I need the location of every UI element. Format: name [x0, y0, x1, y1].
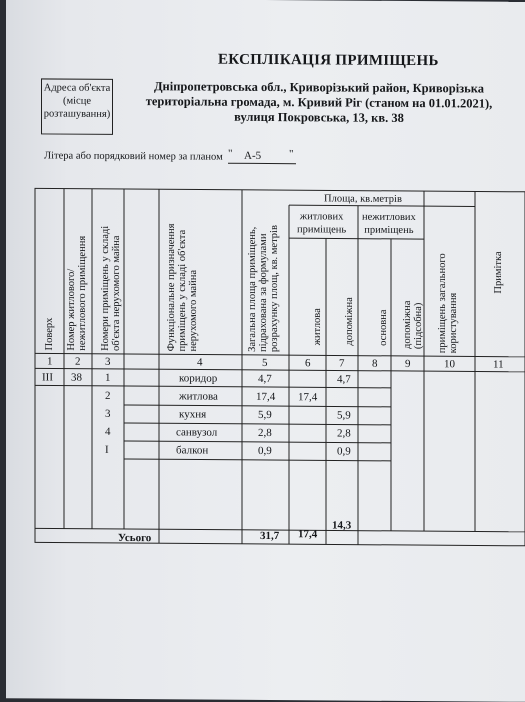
cell-purpose: житлова [179, 390, 218, 403]
header-line: підрахована за формулами [258, 233, 269, 353]
header-floor: Поверх [44, 317, 55, 351]
address-line: Дніпропетровська обл., Криворізький район, Криворізька [153, 79, 485, 96]
cell-room: 2 [105, 389, 111, 402]
totals-total: 31,7 [260, 529, 280, 543]
header-line: приміщень загального [437, 253, 448, 354]
address-label-line: Адреса об'єкта [43, 82, 111, 94]
header-line: об'єкта нерухомого майна [111, 235, 122, 351]
cell-aux: 4,7 [337, 373, 351, 386]
address-label-line: розташування) [43, 108, 111, 120]
header-line: користування [448, 292, 459, 354]
header-total-area [247, 225, 280, 352]
cell-room: 4 [105, 425, 111, 438]
cell-purpose: кухня [179, 408, 207, 421]
header-auxiliary: допоміжна [344, 297, 355, 346]
cell-room: 3 [105, 407, 111, 420]
header-area-group: Площа, кв.метрів [324, 193, 402, 205]
totals-aux: 14,3 [332, 519, 352, 532]
header-line: розрахунку площ, кв. метрів [269, 225, 280, 353]
litera-label: Літера або порядковий номер за планом [44, 150, 223, 163]
header-line: приміщень [297, 224, 347, 236]
column-number: 9 [405, 357, 411, 371]
header-line: Функціональне призначення [166, 223, 177, 352]
address-label-line: (місце [63, 95, 91, 107]
header-line: Номери приміщень у складі [100, 225, 111, 351]
header-line: нежитлового приміщення [77, 235, 88, 351]
address-line: територіальна громада, м. Кривий Ріг (станом на 01.01.2021), [145, 94, 493, 111]
column-number: 1 [47, 355, 53, 368]
document-sheet [6, 0, 525, 702]
cell-unit: 38 [71, 371, 82, 384]
header-nonresidential-group [362, 211, 416, 237]
header-unit-number [66, 236, 88, 351]
column-number: 8 [372, 357, 378, 370]
cell-total: 5,9 [258, 408, 272, 422]
column-number: 6 [305, 357, 311, 370]
address-line: вулиця Покровська, 13, кв. 38 [234, 109, 404, 125]
column-number: 2 [75, 355, 81, 368]
cell-aux: 2,8 [337, 427, 351, 440]
header-note: Примітка [493, 251, 504, 294]
header-line: нежитлових [362, 211, 416, 224]
litera-quote-close: " [289, 148, 294, 161]
column-number: 5 [262, 356, 268, 370]
cell-total: 2,8 [258, 426, 272, 440]
header-living: житлова [312, 308, 323, 346]
header-line: нерухомого майна [188, 269, 199, 352]
cell-aux: 0,9 [337, 445, 351, 458]
header-common-use [437, 253, 459, 353]
header-residential-group [297, 210, 346, 236]
page-title: ЕКСПЛІКАЦІЯ ПРИМІЩЕНЬ [218, 51, 439, 70]
header-line: приміщень [364, 224, 414, 237]
cell-purpose: санвузол [176, 426, 218, 439]
column-number: 4 [197, 356, 203, 369]
cell-room: І [105, 443, 109, 456]
totals-living: 17,4 [298, 528, 318, 541]
header-purpose [166, 223, 199, 351]
column-number: 11 [493, 358, 504, 371]
cell-living: 17,4 [298, 391, 318, 404]
column-number: 7 [339, 357, 345, 370]
cell-room: 1 [105, 371, 111, 384]
column-number: 10 [444, 358, 455, 371]
cell-total: 17,4 [256, 390, 276, 404]
cell-total: 0,9 [258, 444, 272, 458]
cell-total: 4,7 [258, 372, 272, 386]
header-line: житлових [299, 211, 344, 223]
cell-floor: ІІІ [42, 371, 53, 384]
litera-quote-open: " [228, 147, 233, 160]
litera-value: А-5 [244, 149, 262, 162]
column-number: 3 [105, 355, 111, 368]
header-line: Загальна площа приміщень, [247, 226, 258, 352]
header-line: (підсобна) [413, 302, 424, 350]
header-main: основна [378, 309, 389, 346]
totals-label: Усього [118, 531, 152, 545]
header-line: допоміжна [402, 300, 413, 350]
header-line: приміщень у складі об'єкта [177, 229, 188, 352]
header-line: Номер житлового/ [66, 268, 77, 351]
cell-aux: 5,9 [337, 409, 351, 422]
header-aux-basement [402, 301, 424, 350]
cell-purpose: коридор [179, 372, 218, 385]
cell-purpose: балкон [176, 444, 209, 457]
header-room-numbers [100, 226, 122, 351]
